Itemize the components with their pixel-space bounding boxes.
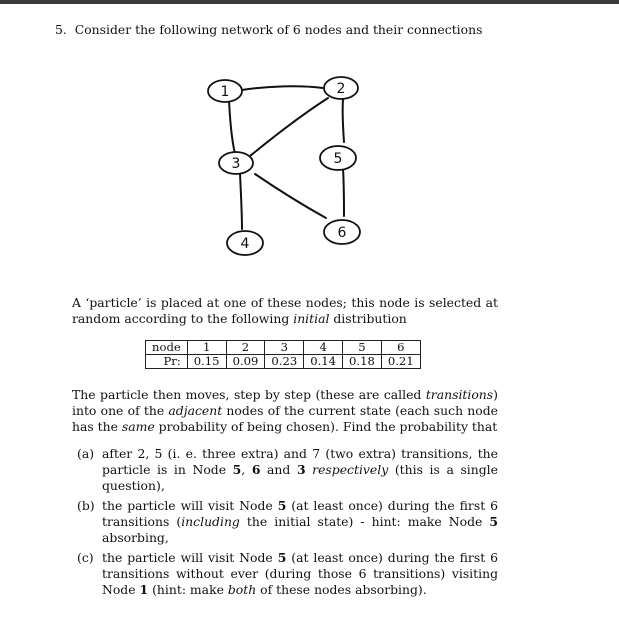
node-cell: 4: [304, 341, 343, 355]
table-row-nodes: [146, 341, 421, 355]
paragraph-transitions: The particle then moves, step by step (these are called transitions) into one of the adjacent nodes of the current state (each such node has the same probability of being chosen). Find the probability that: [72, 387, 498, 434]
prob-cell: 0.14: [304, 355, 343, 369]
edge-1-3: [229, 100, 235, 154]
row-label-node: node: [146, 341, 188, 355]
question-title: [55, 22, 482, 38]
sub-question-label: (b): [77, 498, 95, 513]
edge-1-2: [242, 86, 323, 90]
node-1-label: 1: [220, 84, 230, 100]
edge-3-4: [240, 174, 242, 229]
node-cell: 1: [187, 341, 226, 355]
row-label-pr: Pr:: [146, 355, 188, 369]
node-cell: 2: [226, 341, 265, 355]
paragraph-initial-distribution: A ‘particle’ is placed at one of these nodes; this node is selected at random according to the following initial distribution: [72, 295, 498, 326]
node-cell: 6: [381, 341, 420, 355]
edge-5-6: [343, 168, 344, 216]
prob-cell: 0.09: [226, 355, 265, 369]
prob-cell: 0.23: [265, 355, 304, 369]
sub-question-a: (a) after 2, 5 (i. e. three extra) and 7 (two extra) transitions, the particle is in Node 5, 6 and 3 respectively (this is a single question),: [77, 446, 498, 493]
edge-2-5: [343, 99, 344, 142]
sub-question-label: (a): [77, 446, 95, 461]
prob-cell: 0.21: [381, 355, 420, 369]
node-5-label: 5: [333, 151, 343, 167]
question-number: 5.: [55, 22, 67, 37]
prob-cell: 0.18: [343, 355, 382, 369]
sub-question-label: (c): [77, 550, 94, 565]
sub-question-c: (c) the particle will visit Node 5 (at least once) during the first 6 transitions without ever (during those 6 transitions) visiting Node 1 (hint: make both of these nodes absorbing).: [77, 550, 498, 597]
table-row-probabilities: [146, 355, 421, 369]
node-6-label: 6: [337, 225, 347, 241]
node-4-label: 4: [240, 236, 250, 252]
sub-questions-list: [77, 446, 498, 602]
node-cell: 5: [343, 341, 382, 355]
node-3-label: 3: [231, 156, 241, 172]
node-cell: 3: [265, 341, 304, 355]
edge-2-3: [250, 98, 328, 156]
edge-3-6: [255, 174, 326, 218]
distribution-table: [145, 340, 421, 369]
top-border: [0, 0, 619, 4]
node-2-label: 2: [336, 81, 346, 97]
prob-cell: 0.15: [187, 355, 226, 369]
sub-question-b: (b) the particle will visit Node 5 (at least once) during the first 6 transitions (including the initial state) - hint: make Node 5 absorbing,: [77, 498, 498, 545]
network-diagram: [190, 66, 390, 266]
question-title-text: Consider the following network of 6 nodes and their connections: [74, 22, 483, 37]
